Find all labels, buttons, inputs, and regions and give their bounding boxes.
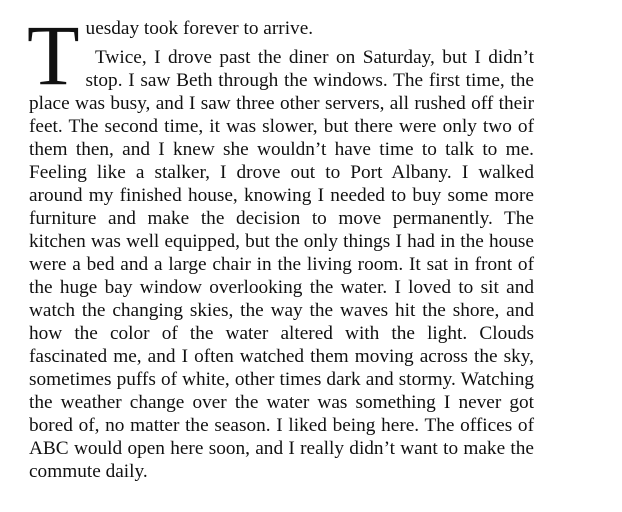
chapter-opening xyxy=(27,7,534,103)
body-paragraph: stop. I saw Beth through the windows. The first time, the place was busy, and I saw three other servers, all rushed off their feet. The second time, it was slower, but there were only two of them then, and I knew she wouldn’t have time to talk to me. Feeling like a stalker, I drove out to Port Albany. I walked around my finished house, knowing I needed to buy some more furniture and make the decision to move permanently. The kitchen was well equipped, but the only things I had in the house were a bed and a large chair in the living room. It sat in front of the huge bay window overlooking the water. I loved to sit and watch the changing skies, the way the waves hit the shore, and how the color of the water altered with the light. Clouds fascinated me, and I often watched them moving across the sky, sometimes puffs of white, other times dark and stormy. Watching the weather change over the water was something I never got bored of, no matter the season. I liked being here. The offices of ABC would open here soon, and I really didn’t want to make the commute daily. xyxy=(29,70,534,482)
paragraph-lead-line: Twice, I drove past the diner on Saturday, but I didn’t xyxy=(95,47,534,68)
book-page xyxy=(27,7,534,483)
opening-line: uesday took forever to arrive. xyxy=(85,18,314,39)
drop-cap-letter: T xyxy=(27,7,80,103)
